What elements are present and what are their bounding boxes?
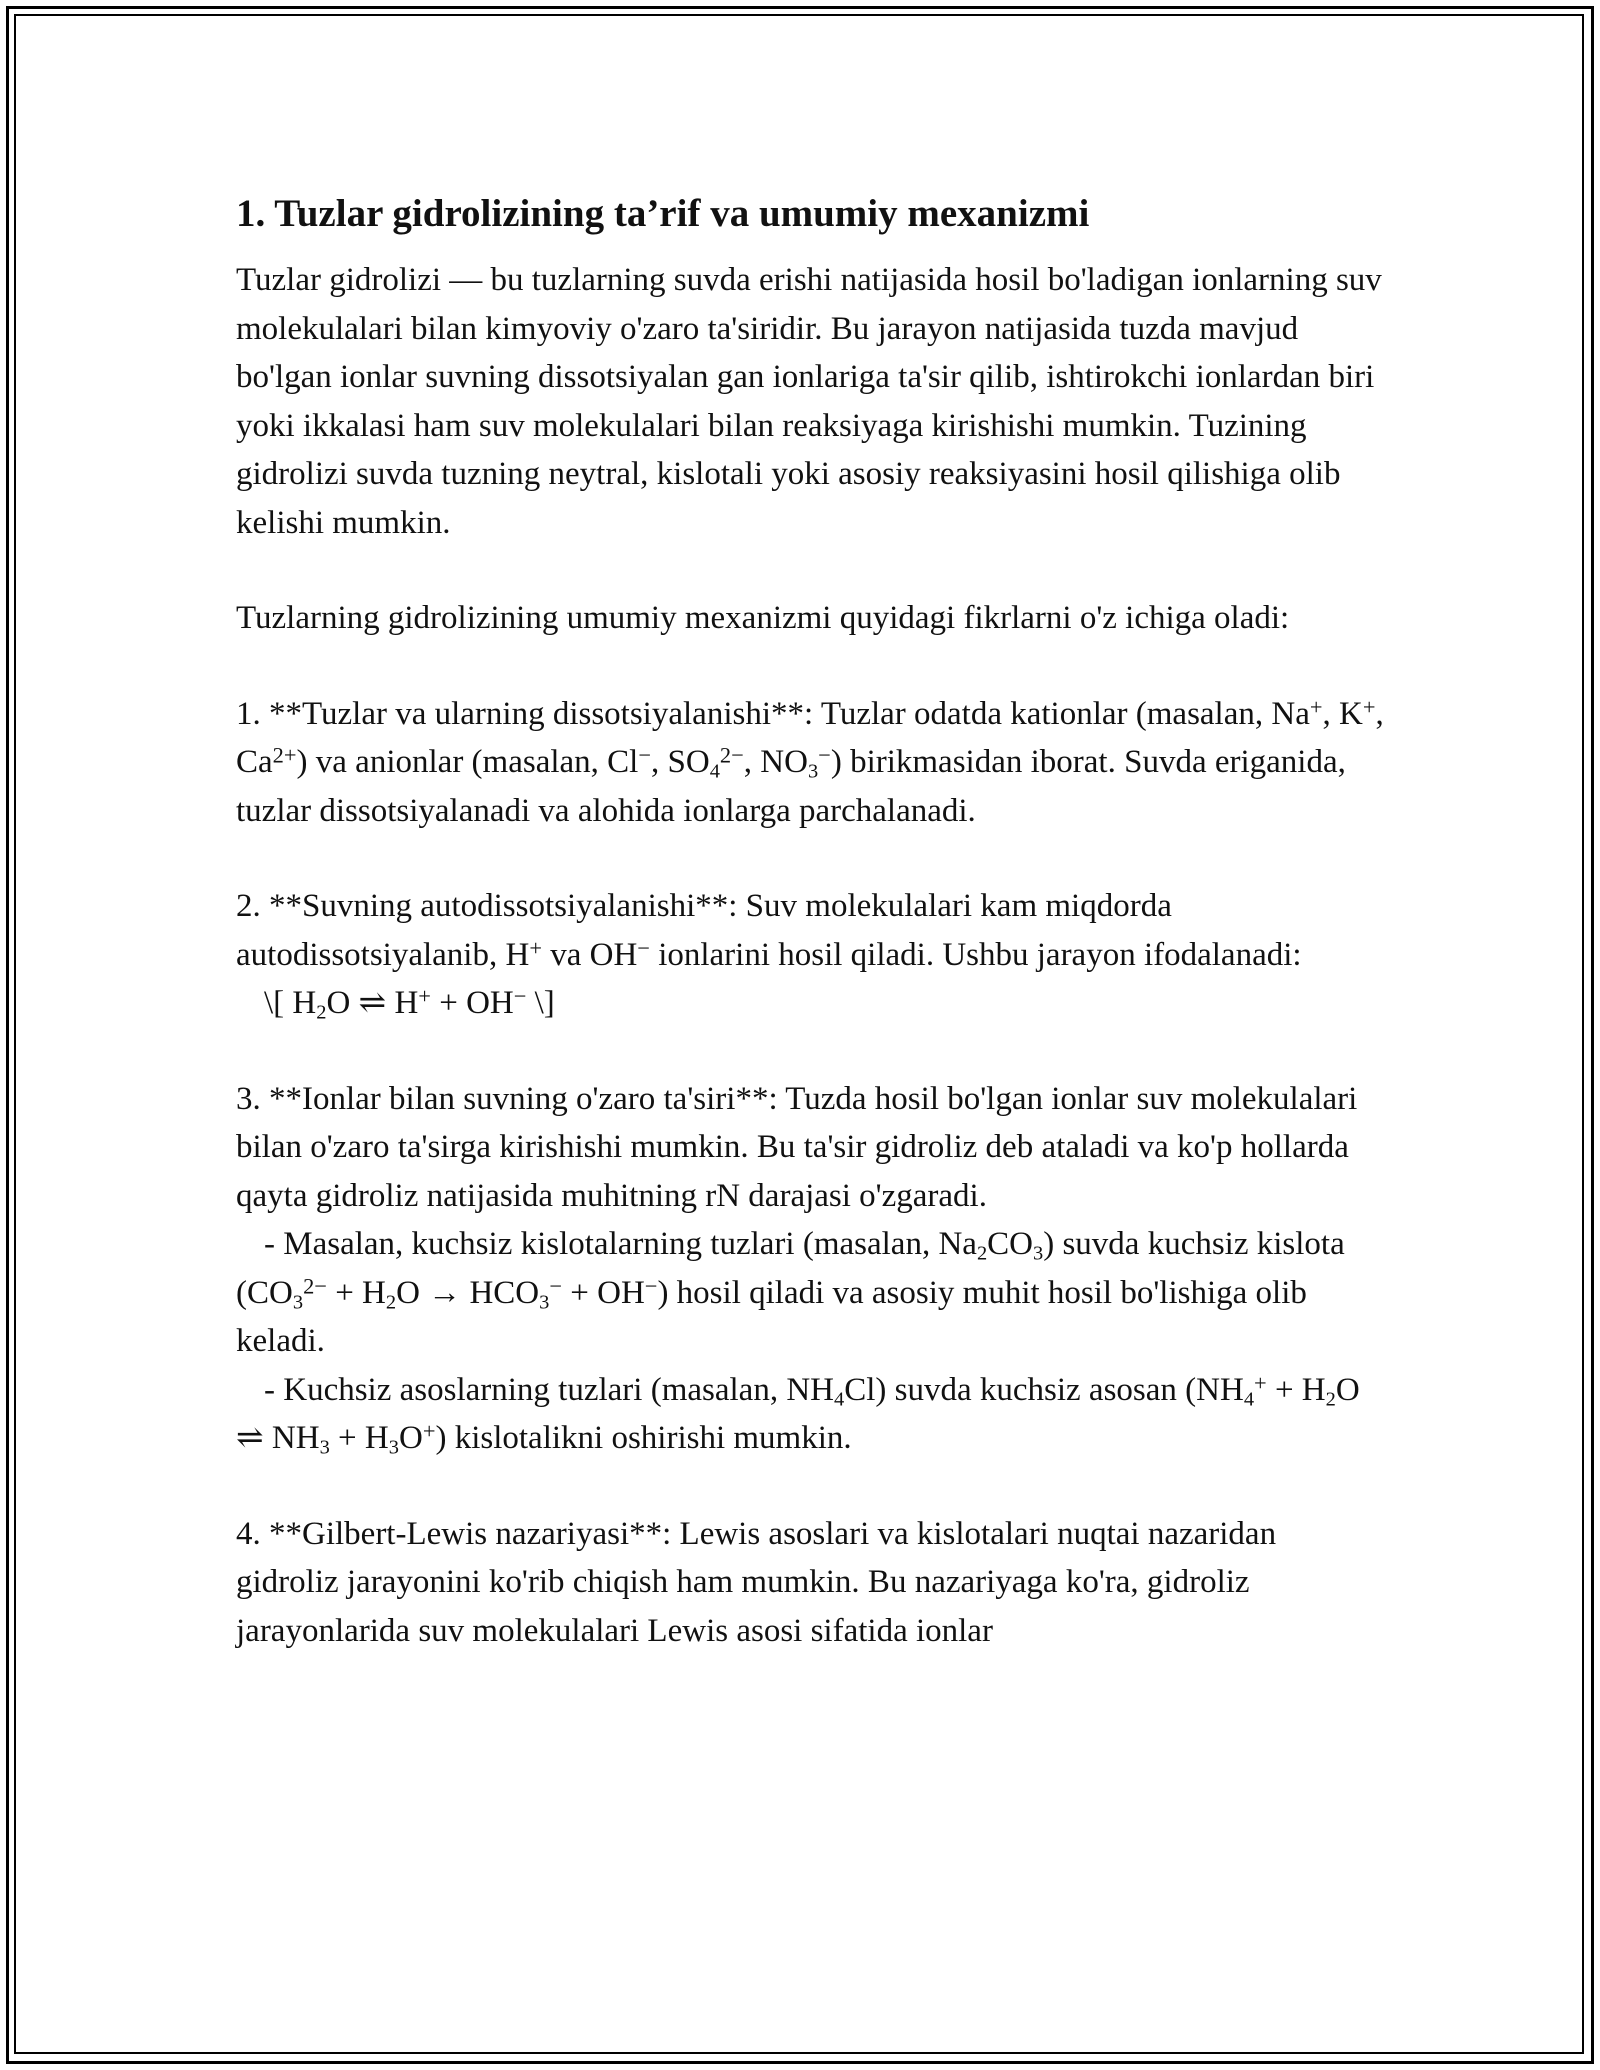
example-weak-base-salt: - Kuchsiz asoslarning tuzlari (masalan, $NH_4Cl$) suvda kuchsiz asosan ($NH_4^+ + H_2O$ ⇌ $NH_3 + H_3O^+$) kislotalikni oshirishi mumkin. bbox=[236, 1370, 1360, 1459]
paragraph-spacer bbox=[236, 547, 1386, 594]
paragraph-spacer bbox=[236, 835, 1386, 882]
mechanism-intro-paragraph: Tuzlarning gidrolizining umumiy mexanizmi quyidagi fikrlarni o'z ichiga oladi: bbox=[236, 600, 1290, 636]
document-body bbox=[236, 188, 1386, 1655]
paragraph-spacer bbox=[236, 643, 1386, 690]
list-item-ion-interaction: 3. **Ionlar bilan suvning o'zaro ta'siri**: Tuzda hosil bo'lgan ionlar suv molekulalari bilan o'zaro ta'sirga kirishishi mumkin. Bu ta'sir gidroliz deb ataladi va ko'p hollarda qayta gidroliz natijasida muhitning rN darajasi o'zgaradi. bbox=[236, 1080, 1358, 1214]
intro-paragraph: Tuzlar gidrolizi — bu tuzlarning suvda erishi natijasida hosil bo'ladigan ionlarning suv molekulalari bilan kimyoviy o'zaro ta'siridir. Bu jarayon natijasida tuzda mavjud bo'lgan ionlar suvning dissotsiyalan gan ionlariga ta'sir qilib, ishtirokchi ionlardan biri yoki ikkalasi ham suv molekulalari bilan reaksiyaga kirishishi mumkin. Tuzining gidrolizi suvda tuzning neytral, kislotali yoki asosiy reaksiyasini hosil qilishiga olib kelishi mumkin. bbox=[236, 262, 1382, 541]
water-equation: \[ $H_2O$ ⇌ H+ + OH− \] bbox=[264, 983, 555, 1024]
paragraph-spacer bbox=[236, 1028, 1386, 1075]
list-item-lewis-theory: 4. **Gilbert-Lewis nazariyasi**: Lewis asoslari va kislotalari nuqtai nazaridan gidroliz jarayonini ko'rib chiqish ham mumkin. Bu nazariyaga ko'ra, gidroliz jarayonlarida suv molekulalari Lewis asosi sifatida ionlar bbox=[236, 1515, 1277, 1649]
list-item-dissociation: 1. **Tuzlar va ularning dissotsiyalanishi**: Tuzlar odatda kationlar (masalan, Na+, K+, $Ca^{2+}$) va anionlar (masalan, Cl−, $SO_4^{2-}$, $NO_3^-$) birikmasidan iborat. Suvda eriganida, tuzlar dissotsiyalanadi va alohida ionlarga parchalanadi. bbox=[236, 694, 1384, 829]
section-heading: 1. Tuzlar gidrolizining ta’rif va umumiy mexanizmi bbox=[236, 192, 1090, 235]
paragraph-spacer bbox=[236, 1463, 1386, 1510]
example-weak-acid-salt: - Masalan, kuchsiz kislotalarning tuzlari (masalan, $Na_2CO_3$) suvda kuchsiz kislota $(CO_3^{2-} + H_2O \to HCO_3^- + OH^-)$ hosil qiladi va asosiy muhit hosil bo'lishiga olib keladi. bbox=[236, 1226, 1345, 1359]
list-item-autodissociation: 2. **Suvning autodissotsiyalanishi**: Suv molekulalari kam miqdorda autodissotsiyalanib, H+ va OH− ionlarini hosil qiladi. Ushbu jarayon ifodalanadi: bbox=[236, 888, 1302, 973]
